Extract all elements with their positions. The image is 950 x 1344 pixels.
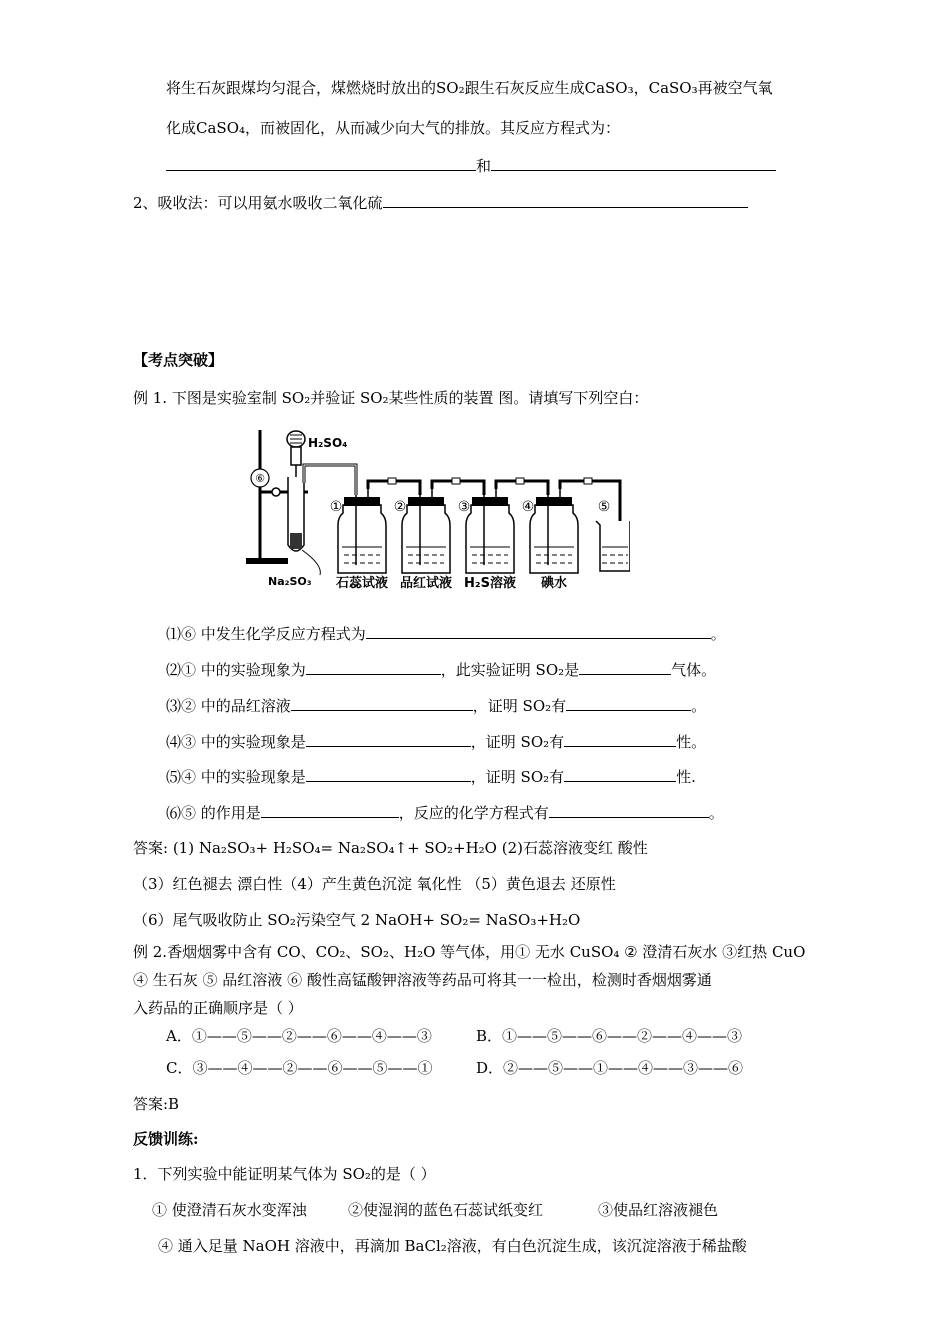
answer-blank[interactable] [306, 766, 471, 782]
label-4: ④ [521, 499, 535, 515]
label-3: ③ [457, 499, 471, 515]
question-3: ⑶② 中的品红溶液 ，证明 SO₂有 。 [166, 697, 707, 715]
feedback-question-1: 1．下列实验中能证明某气体为 SO₂的是（ ） [133, 1165, 436, 1183]
feedback-option-1: ① 使澄清石灰水变浑浊 [152, 1201, 307, 1219]
option-a: A．①——⑤——②——⑥——④——③ [166, 1027, 432, 1045]
method-2-line [133, 192, 748, 213]
bottle-4 [530, 489, 578, 573]
example-2-answer: 答案:B [133, 1095, 180, 1113]
intro-line-1: 将生石灰跟煤均匀混合，煤燃烧时放出的SO₂跟生石灰反应生成CaSO₃，CaSO₃再被空气氧 [166, 79, 773, 97]
bottle-1-label: 石蕊试液 [335, 576, 389, 590]
answer-blank[interactable] [383, 192, 748, 208]
answer-blank[interactable] [564, 731, 676, 747]
stand-base [246, 558, 288, 564]
question-5: ⑸④ 中的实验现象是 ，证明 SO₂有 性. [166, 768, 696, 786]
feedback-title: 反馈训练: [133, 1130, 199, 1148]
example-1-stem: 例 1. 下图是实验室制 SO₂并验证 SO₂某些性质的装置 图。请填写下列空白： [133, 389, 649, 407]
bottle-3 [466, 489, 514, 573]
example-1-answer-line-1: 答案: (1) Na₂SO₃+ H₂SO₄= Na₂SO₄↑+ SO₂+H₂O (2)石蕊溶液变红 酸性 [133, 839, 648, 857]
question-1: ⑴⑥ 中发生化学反应方程式为 。 [166, 625, 726, 643]
apparatus-diagram [238, 425, 630, 590]
and-word: 和 [476, 157, 492, 175]
bottle-1 [338, 489, 386, 573]
question-6: ⑹⑤ 的作用是 ，反应的化学方程式有 。 [166, 804, 724, 822]
example-1-answer-line-2: （3）红色褪去 漂白性（4）产生黄色沉淀 氧化性 （5）黄色退去 还原性 [133, 875, 616, 893]
feedback-option-2: ②使湿润的蓝色石蕊试纸变红 [348, 1201, 544, 1219]
answer-blank[interactable] [566, 695, 691, 711]
label-h2so4: H₂SO₄ [308, 436, 348, 450]
intro-line-2: 化成CaSO₄，而被固化，从而减少向大气的排放。其反应方程式为： [166, 119, 621, 137]
option-d: D．②——⑤——①——④——③——⑥ [476, 1059, 744, 1077]
answer-blank[interactable] [261, 802, 399, 818]
label-1: ① [329, 499, 343, 515]
answer-blank[interactable] [549, 802, 709, 818]
feedback-option-3: ③使品红溶液褪色 [598, 1201, 719, 1219]
example-2-stem-1: 例 2.香烟烟雾中含有 CO、CO₂、SO₂、H₂O 等气体，用① 无水 CuSO₄ ② 澄清石灰水 ③红热 CuO [133, 943, 806, 961]
example-2-stem-3: 入药品的正确顺序是（ ） [133, 999, 303, 1017]
answer-blank[interactable] [306, 731, 471, 747]
answer-blank[interactable] [579, 659, 671, 675]
answer-blank[interactable] [306, 659, 441, 675]
bottle-3-label: H₂S溶液 [464, 576, 516, 590]
question-4: ⑷③ 中的实验现象是 ，证明 SO₂有 性。 [166, 733, 707, 751]
label-5: ⑤ [597, 499, 611, 515]
answer-blank[interactable] [166, 155, 476, 171]
example-2-stem-2: ④ 生石灰 ⑤ 品红溶液 ⑥ 酸性高锰酸钾溶液等药品可将其一一检出，检测时香烟烟雾通 [133, 971, 712, 989]
label-na2so3: Na₂SO₃ [268, 575, 312, 588]
option-b: B．①——⑤——⑥——②——④——③ [476, 1027, 743, 1045]
method-2-text: 2、吸收法：可以用氨水吸收二氧化硫 [133, 194, 383, 212]
answer-blank[interactable] [366, 623, 711, 639]
label-6: ⑥ [255, 472, 265, 485]
option-c: C．③——④——②——⑥——⑤——① [166, 1059, 433, 1077]
question-2: ⑵① 中的实验现象为 ，此实验证明 SO₂是 气体。 [166, 661, 717, 679]
bottle-2 [402, 489, 450, 573]
label-2: ② [393, 499, 407, 515]
example-1-answer-line-3: （6）尾气吸收防止 SO₂污染空气 2 NaOH+ SO₂= NaSO₃+H₂O [133, 911, 581, 929]
answer-blank[interactable] [491, 155, 776, 171]
bottle-2-label: 品红试液 [399, 576, 453, 590]
delivery-tube [304, 465, 356, 495]
answer-blank[interactable] [291, 695, 473, 711]
equation-blanks-row [166, 155, 776, 176]
section-title: 【考点突破】 [133, 351, 224, 369]
feedback-option-4: ④ 通入足量 NaOH 溶液中，再滴加 BaCl₂溶液，有白色沉淀生成，该沉淀溶液于稀盐酸 [158, 1237, 747, 1255]
answer-blank[interactable] [564, 766, 676, 782]
bottle-4-label: 碘水 [540, 576, 568, 590]
